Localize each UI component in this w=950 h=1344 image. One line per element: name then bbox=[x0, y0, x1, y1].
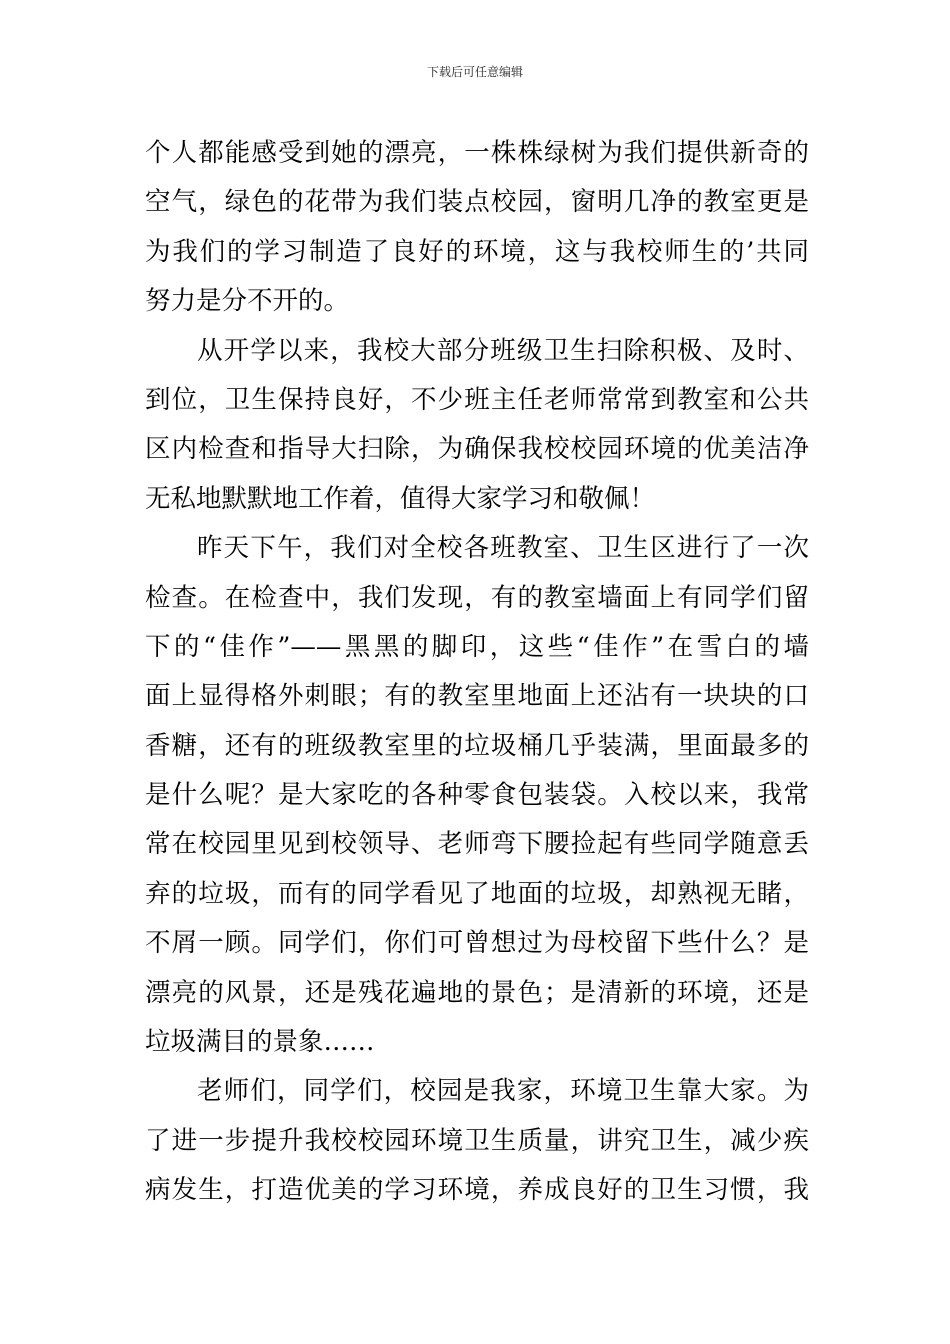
text-line: 是什么呢？是大家吃的各种零食包装袋。入校以来，我常 bbox=[145, 780, 809, 811]
text-line: 无私地默默地工作着，值得大家学习和敬佩！ bbox=[145, 483, 656, 514]
text-line: 漂亮的风景，还是残花遍地的景色；是清新的环境，还是 bbox=[145, 977, 809, 1008]
paragraph bbox=[145, 327, 809, 525]
paragraph bbox=[145, 1067, 809, 1215]
text-line: 不屑一顾。同学们，你们可曾想过为母校留下些什么？是 bbox=[145, 928, 809, 959]
text-line: 老师们，同学们，校园是我家，环境卫生靠大家。为 bbox=[197, 1076, 809, 1107]
text-line: 下的“佳作”——黑黑的脚印，这些“佳作”在雪白的墙 bbox=[145, 631, 809, 662]
page-header: 下载后可任意编辑 bbox=[426, 65, 523, 79]
text-line: 了进一步提升我校校园环境卫生质量，讲究卫生，减少疾 bbox=[145, 1125, 809, 1156]
text-line: 从开学以来，我校大部分班级卫生扫除积极、及时、 bbox=[197, 335, 809, 366]
text-line: 区内检查和指导大扫除，为确保我校校园环境的优美洁净 bbox=[145, 434, 809, 465]
text-line: 为我们的学习制造了良好的环境，这与我校师生的’共同 bbox=[145, 236, 809, 267]
text-line: 弃的垃圾，而有的同学看见了地面的垃圾，却熟视无睹， bbox=[145, 878, 809, 909]
text-line: 个人都能感受到她的漂亮，一株株绿树为我们提供新奇的 bbox=[145, 138, 809, 168]
body-text bbox=[145, 129, 809, 1216]
text-line: 检查。在检查中，我们发现，有的教室墙面上有同学们留 bbox=[145, 582, 809, 613]
text-line: 空气，绿色的花带为我们装点校园，窗明几净的教室更是 bbox=[145, 187, 809, 218]
text-line: 努力是分不开的。 bbox=[145, 286, 350, 317]
text-line: 到位，卫生保持良好，不少班主任老师常常到教室和公共 bbox=[145, 384, 809, 415]
text-line: 垃圾满目的景象…… bbox=[145, 1027, 375, 1058]
text-line: 面上显得格外刺眼；有的教室里地面上还沾有一块块的口 bbox=[145, 681, 809, 712]
paragraph bbox=[145, 129, 809, 327]
paragraph bbox=[145, 524, 809, 1067]
text-line: 昨天下午，我们对全校各班教室、卫生区进行了一次 bbox=[197, 533, 809, 564]
text-line: 病发生，打造优美的学习环境，养成良好的卫生习惯，我 bbox=[145, 1175, 809, 1206]
text-line: 香糖，还有的班级教室里的垃圾桶几乎装满，里面最多的 bbox=[145, 730, 809, 761]
text-line: 常在校园里见到校领导、老师弯下腰捡起有些同学随意丢 bbox=[145, 829, 809, 860]
